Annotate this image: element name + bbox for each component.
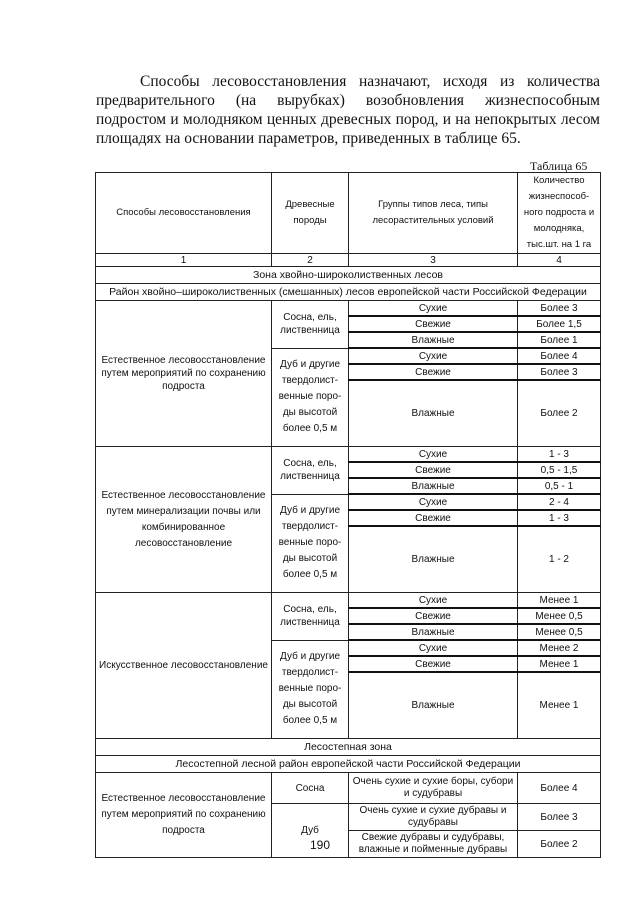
value-cell: 0,5 - 1,5 bbox=[518, 462, 601, 478]
col-number-4: 4 bbox=[518, 254, 601, 267]
zone-row bbox=[96, 267, 601, 284]
condition-cell: Свежие bbox=[349, 510, 518, 526]
species-cell: Дуб и другие твердолист-венные поро-ды высотой более 0,5 м bbox=[272, 640, 349, 739]
condition-cell: Сухие bbox=[349, 494, 518, 510]
value-cell: 2 - 4 bbox=[518, 494, 601, 510]
col-number-1: 1 bbox=[96, 254, 272, 267]
value-cell: Более 4 bbox=[518, 773, 601, 804]
method-cell: Естественное лесовосстановление путем мероприятий по сохранению подроста bbox=[96, 301, 272, 447]
column-numbers-row bbox=[96, 254, 601, 267]
species-cell: Дуб и другие твердолист-венные поро-ды высотой более 0,5 м bbox=[272, 348, 349, 447]
value-cell: Менее 0,5 bbox=[518, 624, 601, 640]
region-title: Лесостепной лесной район европейской части Российской Федерации bbox=[96, 756, 601, 773]
value-cell: Более 2 bbox=[518, 831, 601, 858]
intro-paragraph bbox=[96, 72, 600, 148]
table-row bbox=[96, 301, 601, 317]
table-row bbox=[96, 593, 601, 609]
table-caption: Таблица 65 bbox=[530, 159, 588, 173]
condition-cell: Влажные bbox=[349, 478, 518, 494]
condition-cell: Свежие дубравы и судубравы, влажные и пойменные дубравы bbox=[349, 831, 518, 858]
condition-cell: Влажные bbox=[349, 332, 518, 348]
col-number-3: 3 bbox=[349, 254, 518, 267]
value-cell: 0,5 - 1 bbox=[518, 478, 601, 494]
value-cell: Менее 0,5 bbox=[518, 608, 601, 624]
zone-row bbox=[96, 739, 601, 756]
value-cell: Более 4 bbox=[518, 348, 601, 364]
condition-cell: Очень сухие и сухие боры, субори и судубравы bbox=[349, 773, 518, 804]
species-cell: Сосна, ель, лиственница bbox=[272, 301, 349, 349]
value-cell: Более 3 bbox=[518, 301, 601, 317]
value-cell: Более 1 bbox=[518, 332, 601, 348]
condition-cell: Влажные bbox=[349, 672, 518, 739]
header-methods: Способы лесовосстановления bbox=[96, 173, 272, 254]
region-row bbox=[96, 756, 601, 773]
value-cell: Менее 1 bbox=[518, 593, 601, 609]
value-cell: 1 - 3 bbox=[518, 447, 601, 463]
species-cell: Дуб и другие твердолист-венные поро-ды высотой более 0,5 м bbox=[272, 494, 349, 593]
species-cell: Сосна, ель, лиственница bbox=[272, 593, 349, 641]
region-title: Район хвойно–широколиственных (смешанных) лесов европейской части Российской Федерации bbox=[96, 284, 601, 301]
method-cell: Естественное лесовосстановление путем минерализации почвы или комбинированное лесовосстановление bbox=[96, 447, 272, 593]
value-cell: Более 3 bbox=[518, 804, 601, 831]
col-number-2: 2 bbox=[272, 254, 349, 267]
condition-cell: Свежие bbox=[349, 656, 518, 672]
value-cell: Более 2 bbox=[518, 380, 601, 447]
condition-cell: Влажные bbox=[349, 526, 518, 593]
table-row bbox=[96, 447, 601, 463]
value-cell: 1 - 2 bbox=[518, 526, 601, 593]
page-number: 190 bbox=[309, 838, 331, 852]
header-quantity: Количество жизнеспособ-ного подроста и молодняка, тыс.шт. на 1 га bbox=[518, 173, 601, 254]
condition-cell: Сухие bbox=[349, 593, 518, 609]
condition-cell: Сухие bbox=[349, 301, 518, 317]
condition-cell: Очень сухие и сухие дубравы и судубравы bbox=[349, 804, 518, 831]
table-row bbox=[96, 773, 601, 804]
species-cell: Дуб bbox=[272, 804, 349, 858]
header-row bbox=[96, 173, 601, 254]
header-forest-groups: Группы типов леса, типы лесорастительных условий bbox=[349, 173, 518, 254]
header-species: Древесные породы bbox=[272, 173, 349, 254]
value-cell: Менее 1 bbox=[518, 656, 601, 672]
intro-text: Способы лесовосстановления назначают, исходя из количества предварительного (на вырубках) возобновления жизнеспособным подростом и молодняком ценных древесных пород, и на непокрытых лесом площадях на основании параметров, приведенных в таблице 65. bbox=[96, 73, 600, 147]
value-cell: 1 - 3 bbox=[518, 510, 601, 526]
method-cell: Искусственное лесовосстановление bbox=[96, 593, 272, 739]
condition-cell: Свежие bbox=[349, 316, 518, 332]
value-cell: Более 1,5 bbox=[518, 316, 601, 332]
value-cell: Более 3 bbox=[518, 364, 601, 380]
forest-regeneration-table bbox=[95, 172, 601, 858]
condition-cell: Сухие bbox=[349, 640, 518, 656]
value-cell: Менее 2 bbox=[518, 640, 601, 656]
condition-cell: Влажные bbox=[349, 380, 518, 447]
method-cell: Естественное лесовосстановление путем мероприятий по сохранению подроста bbox=[96, 773, 272, 858]
condition-cell: Сухие bbox=[349, 447, 518, 463]
zone-title: Зона хвойно-широколиственных лесов bbox=[96, 267, 601, 284]
species-cell: Сосна bbox=[272, 773, 349, 804]
species-cell: Сосна, ель, лиственница bbox=[272, 447, 349, 495]
condition-cell: Свежие bbox=[349, 462, 518, 478]
condition-cell: Сухие bbox=[349, 348, 518, 364]
zone-title: Лесостепная зона bbox=[96, 739, 601, 756]
region-row bbox=[96, 284, 601, 301]
condition-cell: Свежие bbox=[349, 608, 518, 624]
condition-cell: Влажные bbox=[349, 624, 518, 640]
condition-cell: Свежие bbox=[349, 364, 518, 380]
value-cell: Менее 1 bbox=[518, 672, 601, 739]
